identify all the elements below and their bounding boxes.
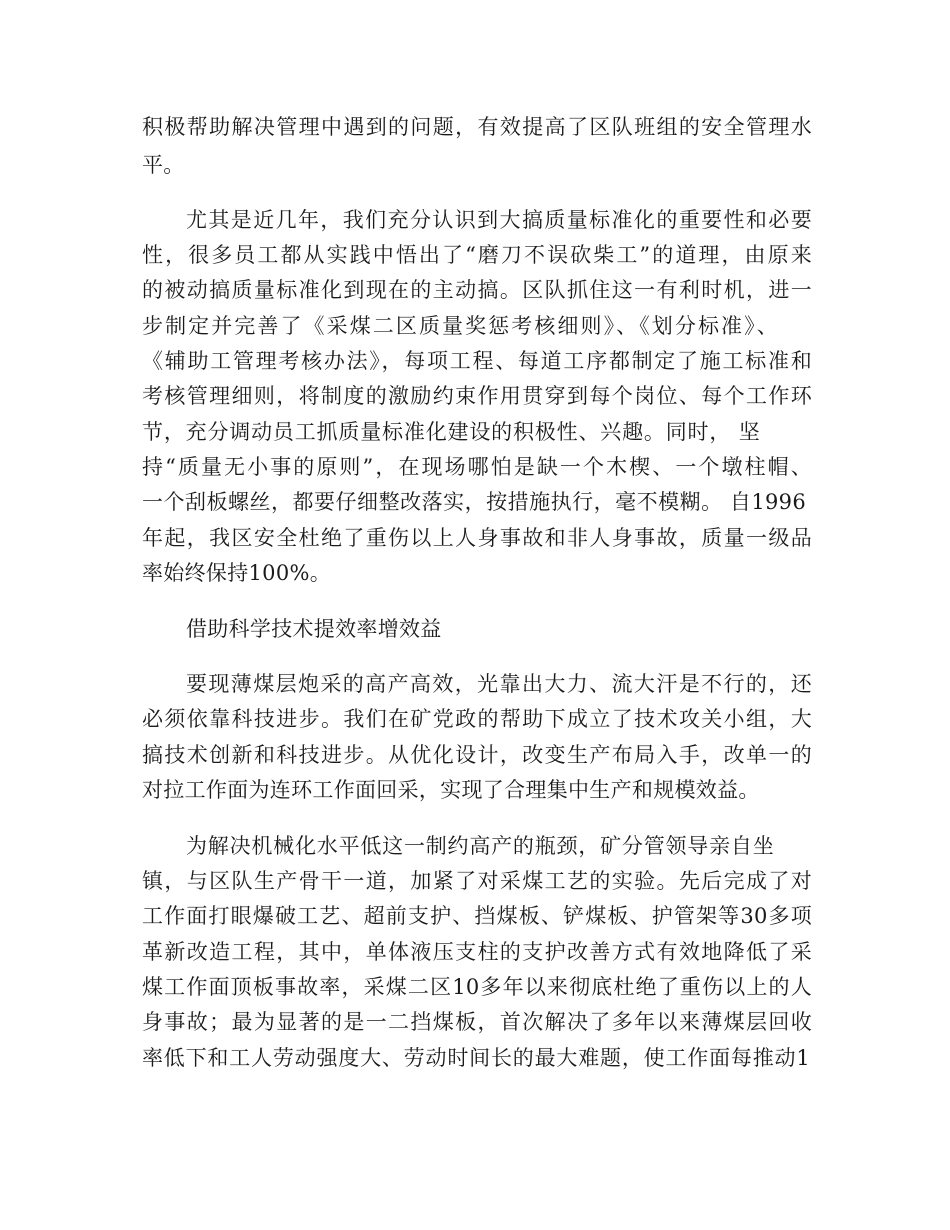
text-line: 革新改造工程，其中，单体液压支柱的支护改善方式有效地降低了采 [142, 940, 812, 964]
text-line: 率始终保持100%。 [142, 561, 332, 585]
text-line: 搞技术创新和科技进步。从优化设计，改变生产布局入手，改单一的 [142, 743, 812, 767]
text-line: 身事故；最为显著的是一二挡煤板，首次解决了多年以来薄煤层回收 [142, 1010, 812, 1034]
section-heading: 借助科学技术提效率增效益 [186, 617, 442, 641]
text-line: 率低下和工人劳动强度大、劳动时间长的最大难题，使工作面每推动1 [142, 1046, 810, 1070]
text-line: 《辅助工管理考核办法》，每项工程、每道工序都制定了施工标准和 [142, 349, 812, 373]
text-line: 平。 [142, 153, 185, 177]
text-line: 必须依靠科技进步。我们在矿党政的帮助下成立了技术攻关小组，大 [142, 707, 812, 731]
text-line: 步制定并完善了《采煤二区质量奖惩考核细则》、《划分标准》、 [142, 314, 778, 338]
text-line: 为解决机械化水平低这一制约高产的瓶颈，矿分管领导亲自坐 [186, 834, 774, 858]
text-line: 对拉工作面为连环工作面回采，实现了合理集中生产和规模效益。 [142, 778, 760, 802]
text-line: 一个刮板螺丝，都要仔细整改落实，按措施执行，毫不模糊。 自1996 [142, 490, 807, 514]
text-line: 工作面打眼爆破工艺、超前支护、挡煤板、铲煤板、护管架等30多项 [142, 904, 812, 928]
text-line: 性，很多员工都从实践中悟出了“磨刀不误砍柴工”的道理，由原来 [142, 243, 812, 267]
text-line: 的被动搞质量标准化到现在的主动搞。区队抓住这一有利时机，进一 [142, 278, 812, 302]
text-line: 考核管理细则，将制度的激励约束作用贯穿到每个岗位、每个工作环 [142, 384, 812, 408]
text-line: 尤其是近几年，我们充分认识到大搞质量标准化的重要性和必要 [186, 208, 812, 232]
text-line: 持“质量无小事的原则”，在现场哪怕是缺一个木楔、一个墩柱帽、 [142, 455, 812, 479]
text-line: 积极帮助解决管理中遇到的问题，有效提高了区队班组的安全管理水 [142, 115, 812, 139]
text-line: 煤工作面顶板事故率，采煤二区10多年以来彻底杜绝了重伤以上的人 [142, 975, 812, 999]
text-line: 年起，我区安全杜绝了重伤以上人身事故和非人身事故，质量一级品 [142, 526, 812, 550]
text-line: 节，充分调动员工抓质量标准化建设的积极性、兴趣。同时， 坚 [142, 420, 760, 444]
text-line: 要现薄煤层炮采的高产高效，光靠出大力、流大汗是不行的，还 [186, 672, 812, 696]
text-line: 镇，与区队生产骨干一道，加紧了对采煤工艺的实验。先后完成了对 [142, 869, 812, 893]
